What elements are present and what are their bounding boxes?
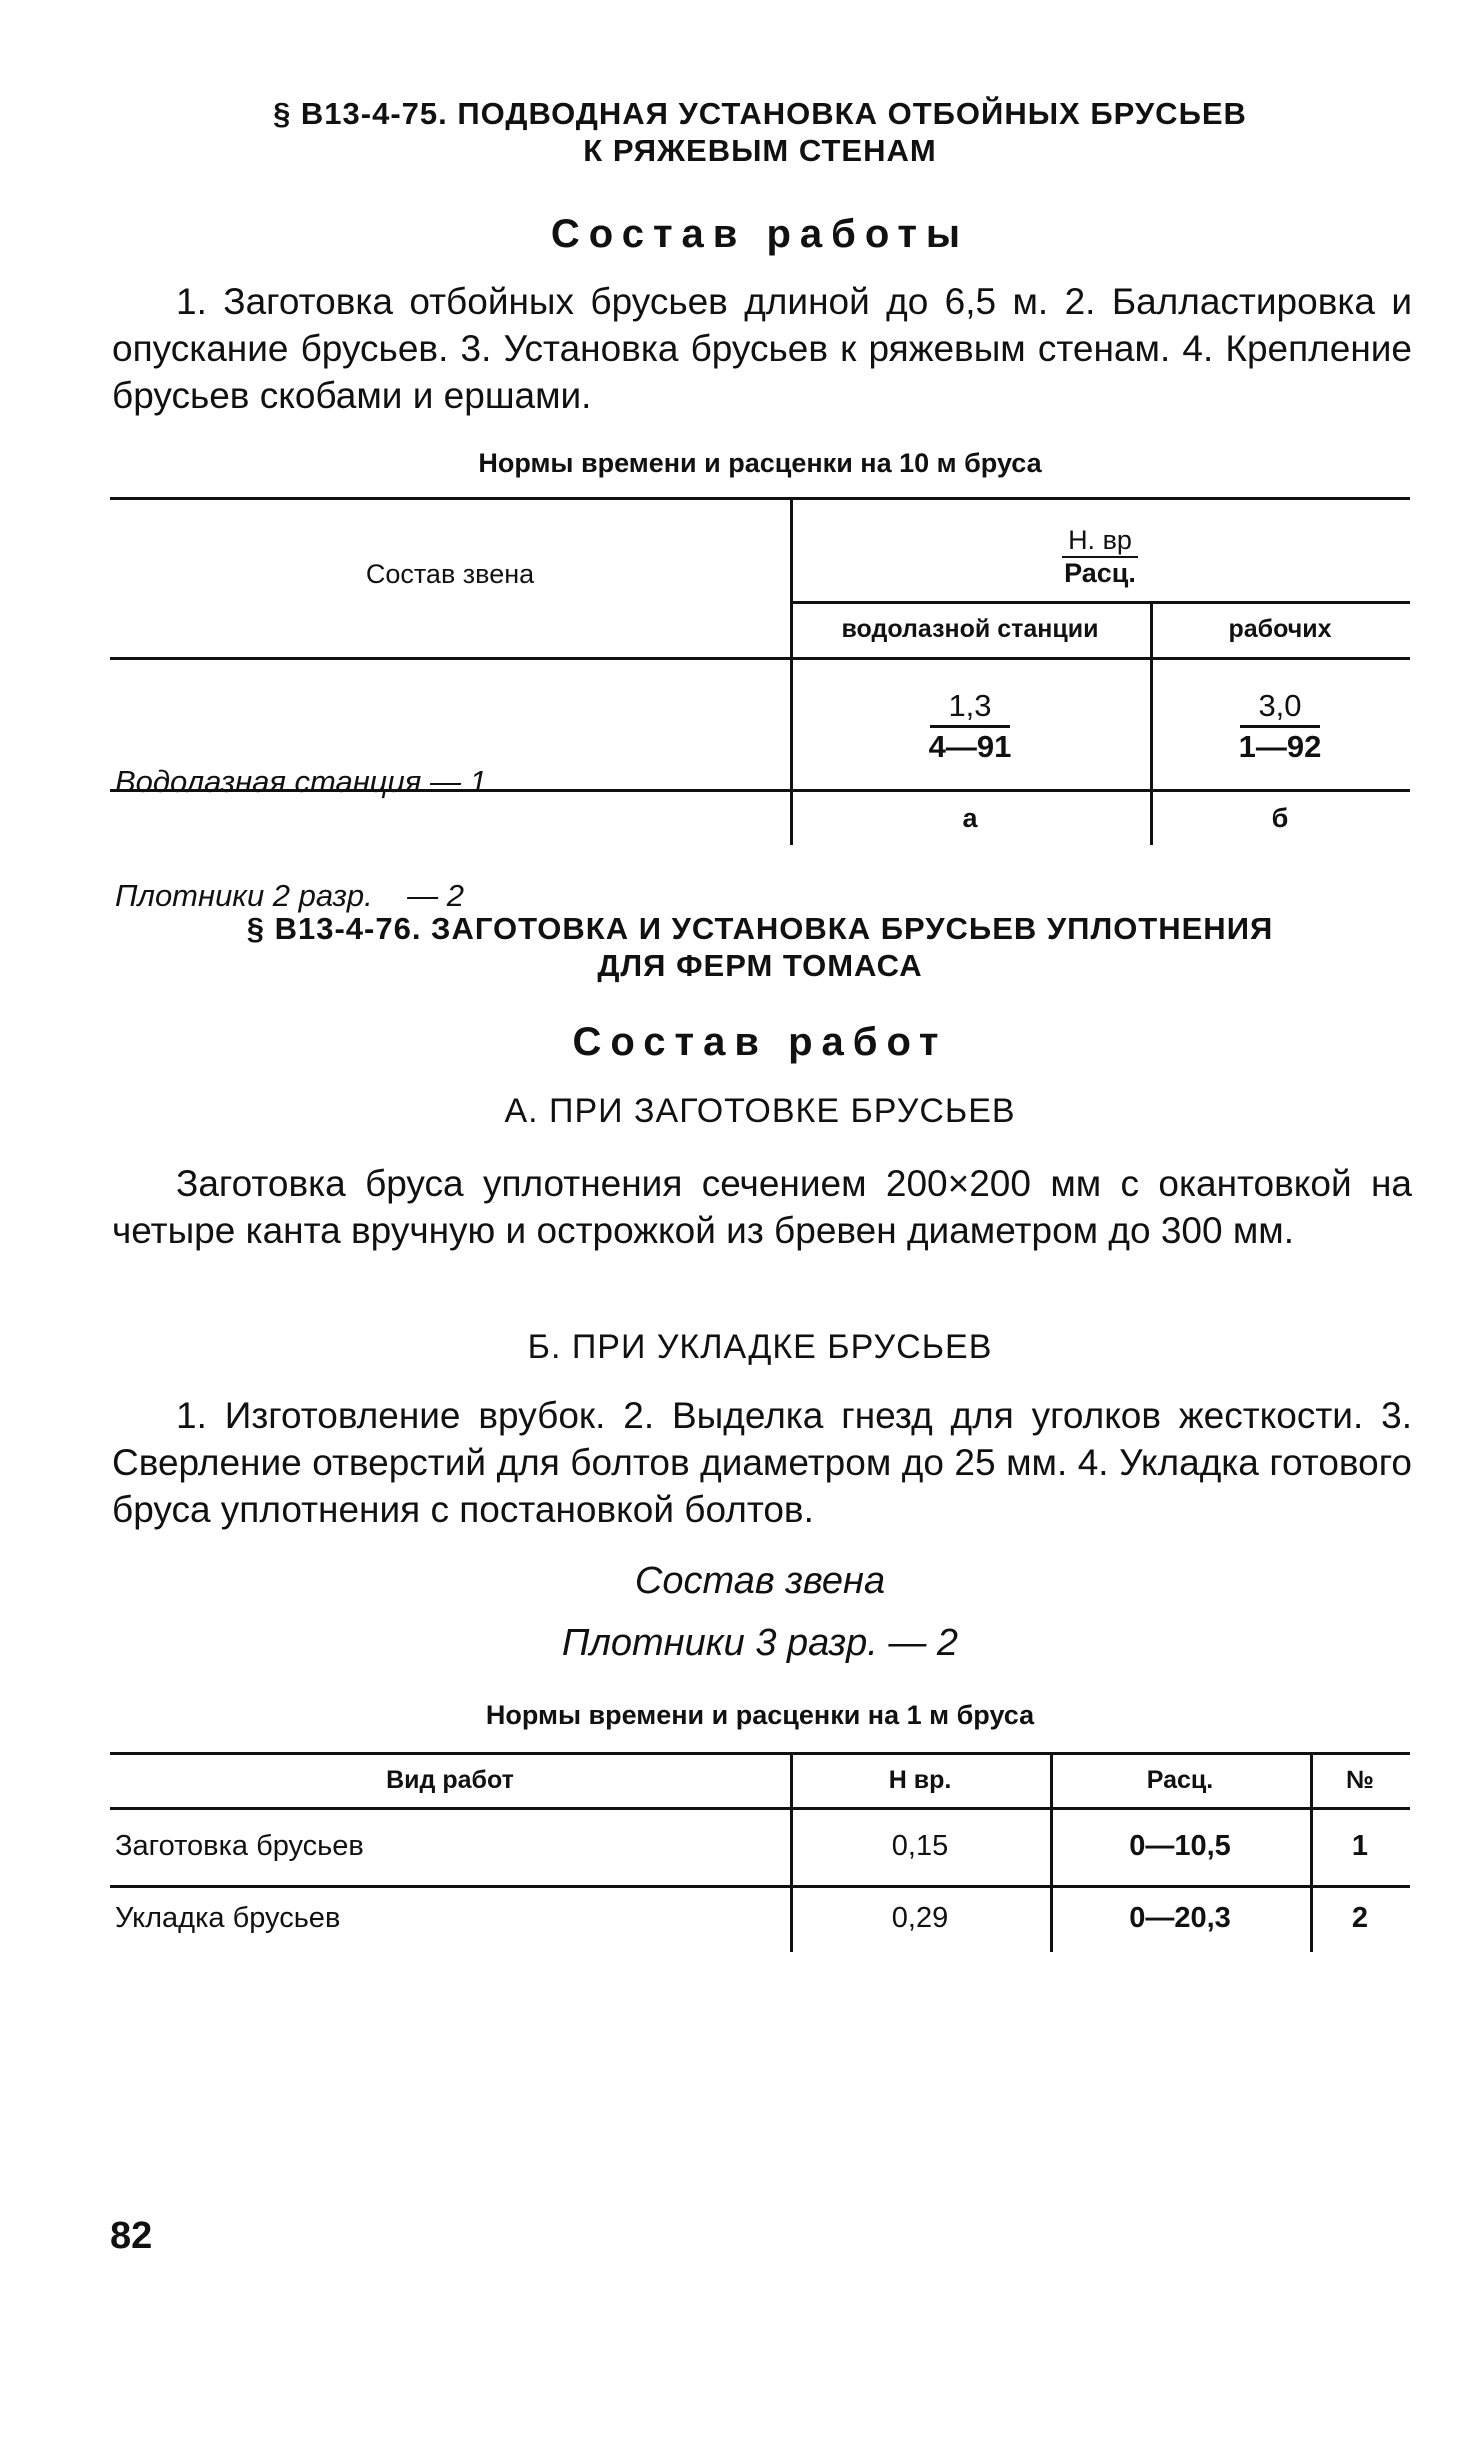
station-norm: 1,3 bbox=[930, 687, 1009, 728]
row-1-number: 1 bbox=[1351, 1830, 1369, 1862]
section-2-title-line-2: ДЛЯ ФЕРМ ТОМАСА bbox=[597, 948, 923, 983]
column-letter-a: а bbox=[962, 803, 978, 833]
col-header-number: № bbox=[1346, 1766, 1374, 1794]
section-1-title-line-1: § В13-4-75. ПОДВОДНАЯ УСТАНОВКА ОТБОЙНЫХ БРУСЬЕВ bbox=[273, 96, 1247, 131]
norm-label: Н. вр bbox=[1062, 525, 1138, 558]
workers-value bbox=[1150, 687, 1410, 766]
table-header-norm-rate bbox=[790, 525, 1410, 589]
section-1-norms-table bbox=[110, 497, 1410, 913]
sub-heading-a: А. ПРИ ЗАГОТОВКЕ БРУСЬЕВ bbox=[504, 1092, 1016, 1130]
row-2-rate: 0—20,3 bbox=[1129, 1902, 1231, 1934]
station-value bbox=[790, 687, 1150, 766]
crew-line-1: Водолазная станция — 1 bbox=[115, 764, 487, 799]
section-2-norms-table bbox=[110, 1752, 1410, 1952]
section-1-table-title: Нормы времени и расценки на 10 м бруса bbox=[478, 448, 1042, 478]
sub-heading-b: Б. ПРИ УКЛАДКЕ БРУСЬЕВ bbox=[527, 1328, 993, 1366]
row-2-norm: 0,29 bbox=[891, 1902, 949, 1934]
page-number: 82 bbox=[110, 2215, 153, 2257]
row-1-norm: 0,15 bbox=[891, 1830, 949, 1862]
section-1-work-heading: Состав работы bbox=[550, 212, 970, 256]
section-1-title-line-2: К РЯЖЕВЫМ СТЕНАМ bbox=[583, 133, 937, 168]
section-2-text-b bbox=[112, 1392, 1412, 1533]
section-2-title-line-1: § В13-4-76. ЗАГОТОВКА И УСТАНОВКА БРУСЬЕВ УПЛОТНЕНИЯ bbox=[246, 911, 1274, 946]
table-header-workers: рабочих bbox=[1228, 615, 1332, 643]
workers-rate: 1—92 bbox=[1238, 729, 1322, 764]
col-header-norm: Н вр. bbox=[888, 1766, 952, 1794]
crew-line: Плотники 3 разр. — 2 bbox=[561, 1622, 959, 1664]
crew-line-2: Плотники 2 разр. — 2 bbox=[115, 878, 465, 913]
station-rate: 4—91 bbox=[928, 729, 1012, 764]
paragraph-a: Заготовка бруса уплотнения сечением 200×200 мм с окантовкой на четыре канта вручную и острожкой из бревен диаметром до 300 мм. bbox=[112, 1163, 1412, 1251]
section-2-text-a bbox=[112, 1160, 1412, 1254]
crew-heading: Состав звена bbox=[634, 1560, 886, 1602]
paragraph-b: 1. Изготовление врубок. 2. Выделка гнезд для уголков жесткости. 3. Сверление отверстий для болтов диаметром до 25 мм. 4. Укладка готового бруса уплотнения с постановкой болтов. bbox=[112, 1395, 1412, 1530]
workers-norm: 3,0 bbox=[1240, 687, 1319, 728]
section-1-work-paragraph: 1. Заготовка отбойных брусьев длиной до 6,5 м. 2. Балластировка и опускание брусьев. 3. Установка брусьев к ряжевым стенам. 4. Крепление брусьев скобами и ершами. bbox=[112, 281, 1412, 416]
section-2-work-heading: Состав работ bbox=[572, 1020, 948, 1064]
table-header-crew: Состав звена bbox=[365, 559, 535, 589]
row-1-work-type: Заготовка брусьев bbox=[115, 1830, 364, 1862]
col-header-work-type: Вид работ bbox=[386, 1766, 514, 1794]
rate-label: Расц. bbox=[1064, 558, 1136, 588]
column-letter-b: б bbox=[1271, 803, 1289, 833]
table-header-station: водолазной станции bbox=[841, 615, 1099, 643]
row-1-rate: 0—10,5 bbox=[1129, 1830, 1231, 1862]
col-header-rate: Расц. bbox=[1146, 1766, 1214, 1794]
row-2-work-type: Укладка брусьев bbox=[115, 1902, 341, 1934]
section-2-table-title: Нормы времени и расценки на 1 м бруса bbox=[485, 1700, 1035, 1730]
section-1-work-text bbox=[112, 278, 1412, 419]
row-2-number: 2 bbox=[1351, 1902, 1369, 1934]
